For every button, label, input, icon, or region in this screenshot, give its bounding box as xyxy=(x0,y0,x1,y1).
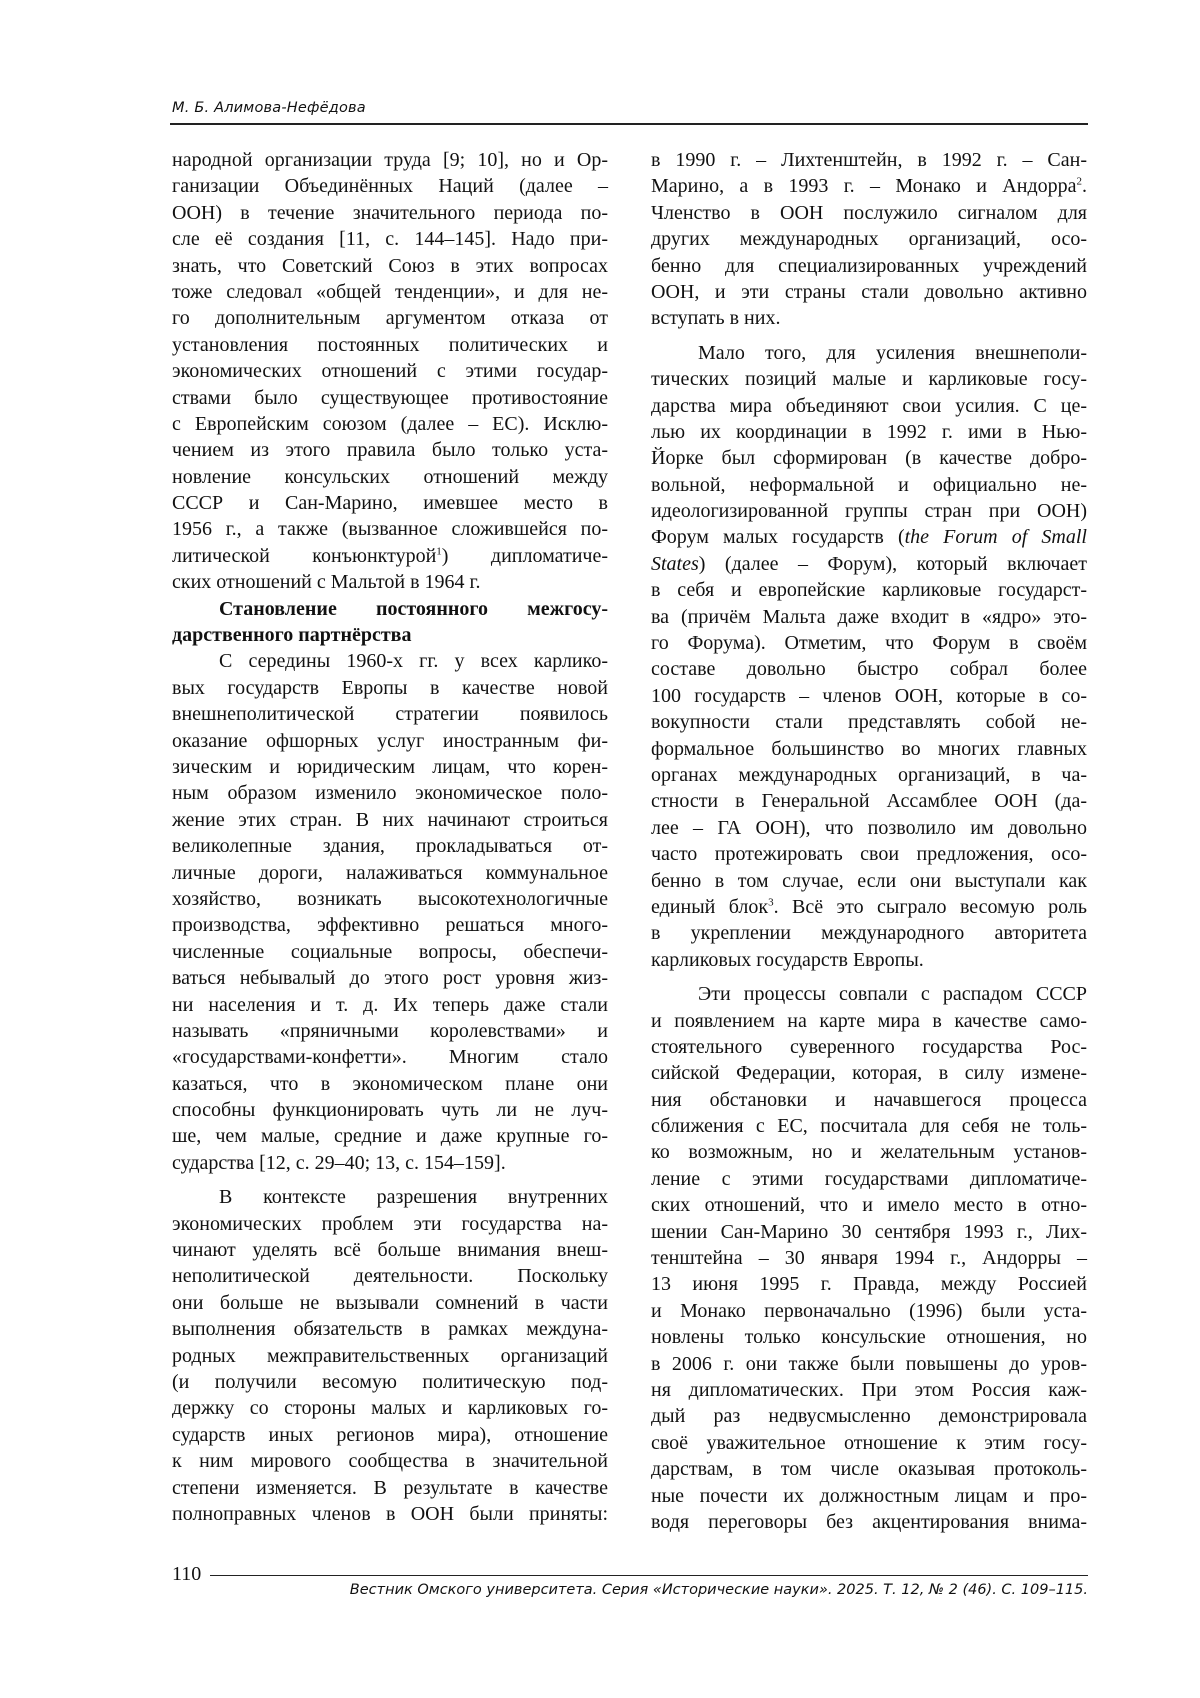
text-line: Марино, а в 1993 г. – Монако и Андорра$^2$. xyxy=(651,175,1087,198)
footer-rule xyxy=(210,1575,1088,1576)
text-line: бенно для специализированных учреждений xyxy=(651,254,1087,277)
text-line: степени изменяется. В результате в качестве xyxy=(172,1476,608,1499)
text-line: к ним мирового сообщества в значительной xyxy=(172,1450,608,1473)
text-line: тоже следовал «общей тенденции», и для не- xyxy=(172,280,608,303)
left-text-column xyxy=(172,147,608,1527)
text-line: дый раз недвусмысленно демонстрировала xyxy=(651,1405,1087,1428)
text-line: дарственного партнёрства xyxy=(172,624,412,647)
footnote-marker: 2 xyxy=(1076,175,1082,188)
text-line: Йорке был сформирован (в качестве добро- xyxy=(651,447,1087,470)
text-line: ление с этими государствами дипломатиче- xyxy=(651,1167,1087,1190)
text-line: сударств иных регионов мира), отношение xyxy=(172,1423,608,1446)
text-line: установления постоянных политических и xyxy=(172,333,608,356)
text-line: ше, чем малые, средние и даже крупные го- xyxy=(172,1125,608,1148)
text-line: держку со стороны малых и карликовых го- xyxy=(172,1397,608,1420)
text-line: и Монако первоначально (1996) были уста- xyxy=(651,1299,1087,1322)
text-line: лее – ГА ООН), что позволило им довольно xyxy=(651,816,1087,839)
text-line: ваться небывалый до этого рост уровня жиз- xyxy=(172,967,608,990)
text-line: новление консульских отношений между xyxy=(172,465,608,488)
text-line: вых государств Европы в качестве новой xyxy=(172,676,608,699)
text-line: лью их координации в 1992 г. ими в Нью- xyxy=(651,420,1087,443)
text-line: родных межправительственных организаций xyxy=(172,1344,608,1367)
text-line: стоятельного суверенного государства Рос- xyxy=(651,1035,1087,1058)
text-line: сийской Федерации, которая, в силу измене- xyxy=(651,1062,1087,1085)
text-line: ствами было существующее противостояние xyxy=(172,386,608,409)
text-line: С середины 1960-х гг. у всех карлико- xyxy=(219,650,608,673)
text-line: своё уважительное отношение к этим госу- xyxy=(651,1431,1087,1454)
text-line: тенштейна – 30 января 1994 г., Андорры – xyxy=(651,1247,1087,1270)
text-line: тических позиций малые и карликовые госу- xyxy=(651,368,1087,391)
running-head-author: М. Б. Алимова-Нефёдова xyxy=(172,100,366,116)
text-line: дарства мира объединяют свои усилия. С це- xyxy=(651,394,1087,417)
text-line: литической конъюнктурой$^1$) дипломатиче- xyxy=(172,544,608,567)
text-line: способны функционировать чуть ли не луч- xyxy=(172,1099,608,1122)
text-line: го Форума). Отметим, что Форум в своём xyxy=(651,632,1087,655)
text-line: (и получили весомую политическую под- xyxy=(172,1370,608,1393)
text-line: численные социальные вопросы, обеспечи- xyxy=(172,940,608,963)
text-line: часто протежировать свои предложения, осо- xyxy=(651,843,1087,866)
journal-citation: Вестник Омского университета. Серия «Исторические науки». 2025. Т. 12, № 2 (46). С. 109–115. xyxy=(349,1582,1088,1598)
text-line: казаться, что в экономическом плане они xyxy=(172,1072,608,1095)
text-line: личные дороги, налаживаться коммунальное xyxy=(172,861,608,884)
text-line: карликовых государств Европы. xyxy=(651,948,924,971)
text-line: называть «пряничными королевствами» и xyxy=(172,1019,608,1042)
page-number: 110 xyxy=(172,1563,202,1585)
text-line: Становление постоянного межгосу- xyxy=(219,597,608,620)
paragraph-gap xyxy=(172,1176,608,1184)
text-line: 100 государств – членов ООН, которые в со- xyxy=(651,684,1087,707)
text-line: неполитической деятельности. Поскольку xyxy=(172,1265,608,1288)
text-line: чинают уделять всё больше внимания внеш- xyxy=(172,1239,608,1262)
text-line: экономических проблем эти государства на- xyxy=(172,1212,608,1235)
text-line: чением из этого правила было только уста- xyxy=(172,439,608,462)
text-line: СССР и Сан-Марино, имевшее место в xyxy=(172,492,608,515)
paragraph-gap xyxy=(651,332,1087,340)
text-line: они больше не вызывали сомнений в части xyxy=(172,1291,608,1314)
text-line: 1956 г., а также (вызванное сложившейся по- xyxy=(172,518,608,541)
text-line: зическим и юридическим лицам, что корен- xyxy=(172,755,608,778)
paragraph-gap xyxy=(651,973,1087,981)
text-line: жение этих стран. В них начинают строиться xyxy=(172,808,608,831)
text-line: знать, что Советский Союз в этих вопросах xyxy=(172,254,608,277)
text-line: шении Сан-Марино 30 сентября 1993 г., Лих- xyxy=(651,1220,1087,1243)
text-line: экономических отношений с этими государ- xyxy=(172,360,608,383)
text-line: ских отношений с Мальтой в 1964 г. xyxy=(172,571,481,594)
text-line: States) (далее – Форум), который включает xyxy=(651,552,1087,575)
text-line: вокупности стали представлять собой не- xyxy=(651,711,1087,734)
text-line: бенно в том случае, если они выступали как xyxy=(651,869,1087,892)
text-line: других международных организаций, осо- xyxy=(651,228,1087,251)
text-line: ООН, и эти страны стали довольно активно xyxy=(651,280,1087,303)
text-line: в 2006 г. они также были повышены до уров- xyxy=(651,1352,1087,1375)
text-line: Форум малых государств (the Forum of Small xyxy=(651,526,1087,549)
text-line: в себя и европейские карликовые государст- xyxy=(651,579,1087,602)
text-line: Мало того, для усиления внешнеполи- xyxy=(698,341,1087,364)
text-line: в укреплении международного авторитета xyxy=(651,922,1087,945)
text-line: производства, эффективно решаться много- xyxy=(172,914,608,937)
text-line: вольной, неформальной и официально не- xyxy=(651,473,1087,496)
text-line: «государствами-конфетти». Многим стало xyxy=(172,1046,608,1069)
text-line: водя переговоры без акцентирования внима- xyxy=(651,1510,1087,1533)
text-line: идеологизированной группы стран при ООН) xyxy=(651,500,1087,523)
text-line: Членство в ООН послужило сигналом для xyxy=(651,201,1087,224)
footnote-marker: 1 xyxy=(436,545,442,558)
text-line: составе довольно быстро собрал более xyxy=(651,658,1087,681)
text-line: единый блок$^3$. Всё это сыграло весомую роль xyxy=(651,895,1087,918)
text-line: ко возможным, но и желательным установ- xyxy=(651,1141,1087,1164)
text-line: выполнения обязательств в рамках междуна- xyxy=(172,1318,608,1341)
text-line: ских отношений, что и имело место в отно- xyxy=(651,1194,1087,1217)
text-line: формальное большинство во многих главных xyxy=(651,737,1087,760)
text-line: новлены только консульские отношения, но xyxy=(651,1326,1087,1349)
text-line: народной организации труда [9; 10], но и Ор- xyxy=(172,149,608,171)
text-line: вступать в них. xyxy=(651,307,781,330)
right-text-column xyxy=(651,147,1087,1535)
text-line: сближения с ЕС, посчитала для себя не толь- xyxy=(651,1115,1087,1138)
text-line: ООН) в течение значительного периода по- xyxy=(172,201,608,224)
text-line: стности в Генеральной Ассамблее ООН (да- xyxy=(651,790,1087,813)
text-line: с Европейским союзом (далее – ЕС). Исклю- xyxy=(172,412,608,435)
text-line: внешнеполитической стратегии появилось xyxy=(172,703,608,726)
text-line: Эти процессы совпали с распадом СССР xyxy=(698,983,1087,1006)
header-rule xyxy=(170,123,1088,125)
text-line: ни населения и т. д. Их теперь даже стали xyxy=(172,993,608,1016)
text-line: ным образом изменило экономическое поло- xyxy=(172,782,608,805)
text-line: великолепные здания, прокладываться от- xyxy=(172,835,608,858)
text-line: полноправных членов в ООН были приняты: xyxy=(172,1502,608,1525)
text-line: ные почести их должностным лицам и про- xyxy=(651,1484,1087,1507)
text-line: го дополнительным аргументом отказа от xyxy=(172,307,608,330)
text-line: оказание офшорных услуг иностранным фи- xyxy=(172,729,608,752)
text-line: органах международных организаций, в ча- xyxy=(651,763,1087,786)
text-line: и появлением на карте мира в качестве само- xyxy=(651,1009,1087,1032)
text-line: сударства [12, с. 29–40; 13, с. 154–159]. xyxy=(172,1151,506,1174)
text-line: дарствам, в том числе оказывая протоколь- xyxy=(651,1458,1087,1481)
text-line: ния обстановки и начавшегося процесса xyxy=(651,1088,1087,1111)
text-line: ва (причём Мальта даже входит в «ядро» это- xyxy=(651,605,1087,628)
text-line: В контексте разрешения внутренних xyxy=(219,1186,608,1209)
text-line: в 1990 г. – Лихтенштейн, в 1992 г. – Сан- xyxy=(651,149,1087,171)
text-line: ня дипломатических. При этом Россия каж- xyxy=(651,1378,1087,1401)
footnote-marker: 3 xyxy=(768,896,774,909)
text-line: 13 июня 1995 г. Правда, между Россией xyxy=(651,1273,1087,1296)
text-line: сле её создания [11, с. 144–145]. Надо при- xyxy=(172,228,608,251)
text-line: ганизации Объединённых Наций (далее – xyxy=(172,175,608,198)
text-line: хозяйство, возникать высокотехнологичные xyxy=(172,887,608,910)
